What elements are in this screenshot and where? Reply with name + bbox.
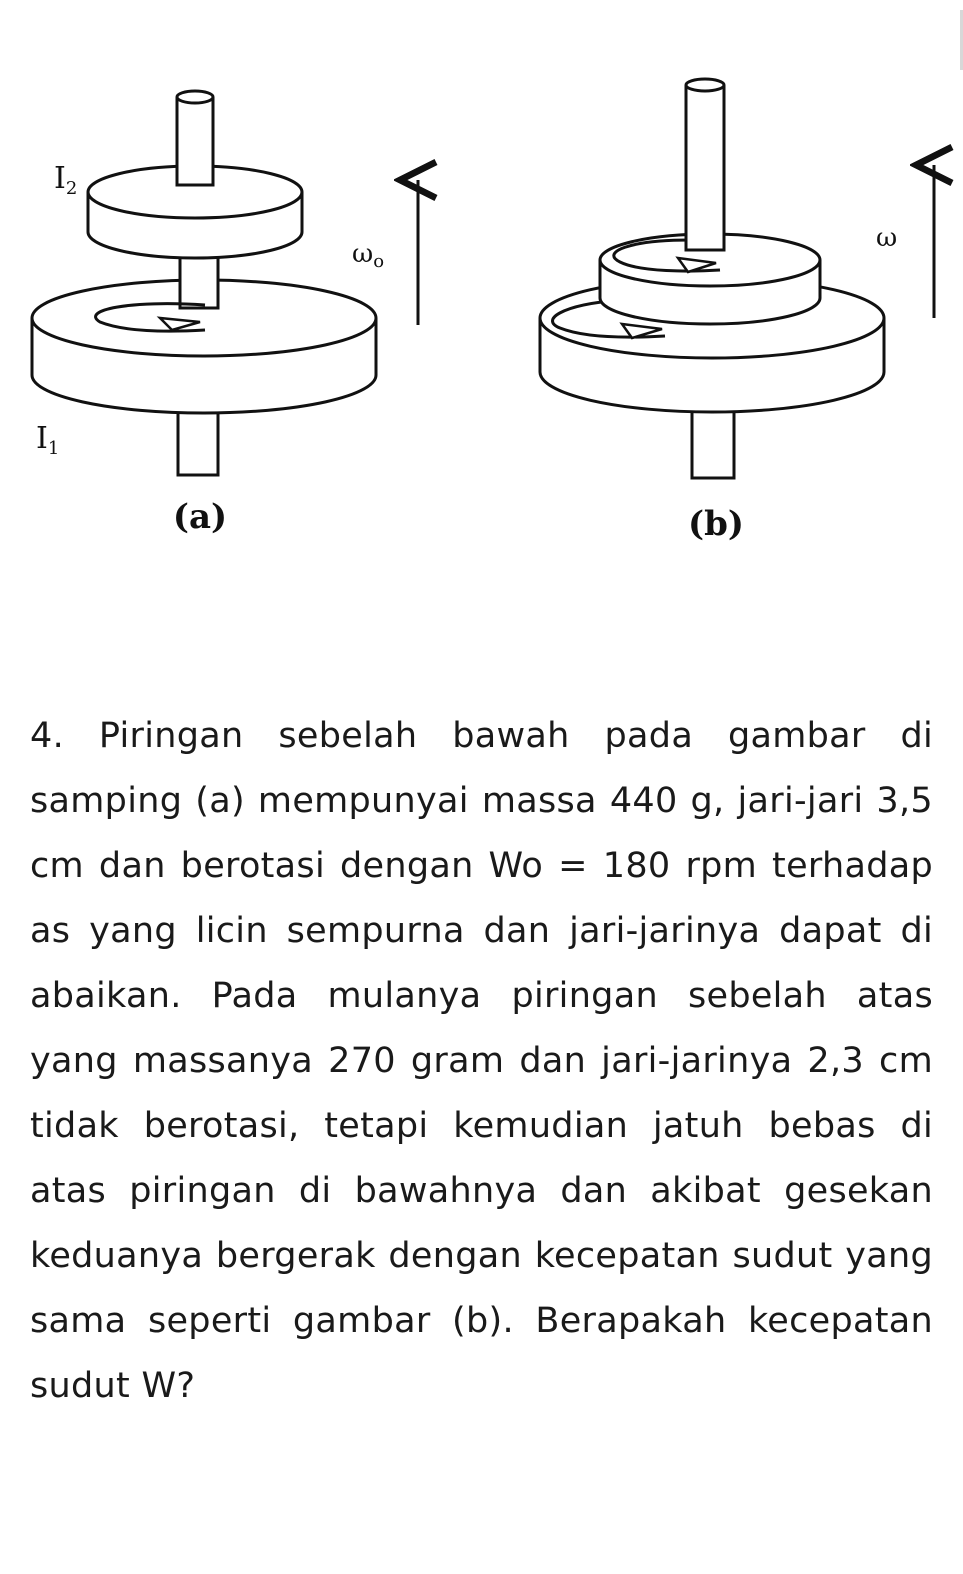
physics-figure — [0, 0, 963, 600]
label-i1: $I_1$ — [36, 421, 60, 459]
diagram-b — [540, 79, 934, 478]
label-omega0: ωo — [352, 239, 385, 272]
label-omega: ω — [876, 223, 898, 253]
caption-b: (b) — [688, 504, 744, 544]
disk-diagram — [0, 0, 963, 600]
diagram-a — [32, 91, 418, 475]
caption-a: (a) — [172, 497, 228, 537]
problem-text: 4. Piringan sebelah bawah pada gambar di samping (a) mempunyai massa 440 g, jari-jari 3,5 cm dan berotasi dengan Wo = 180 rpm terhadap as yang licin sempurna dan jari-jarinya dapat di abaikan. Pada mulanya piringan sebelah atas yang massanya 270 gram dan jari-jarinya 2,3 cm tidak berotasi, tetapi kemudian jatuh bebas di atas piringan di bawahnya dan akibat gesekan keduanya bergerak dengan kecepatan sudut yang sama seperti gambar (b). Berapakah kecepatan sudut W? — [30, 716, 933, 1406]
label-i2: $I_2$ — [54, 161, 78, 199]
shaft-top-a — [177, 97, 213, 185]
shaft-top-b — [686, 85, 724, 250]
